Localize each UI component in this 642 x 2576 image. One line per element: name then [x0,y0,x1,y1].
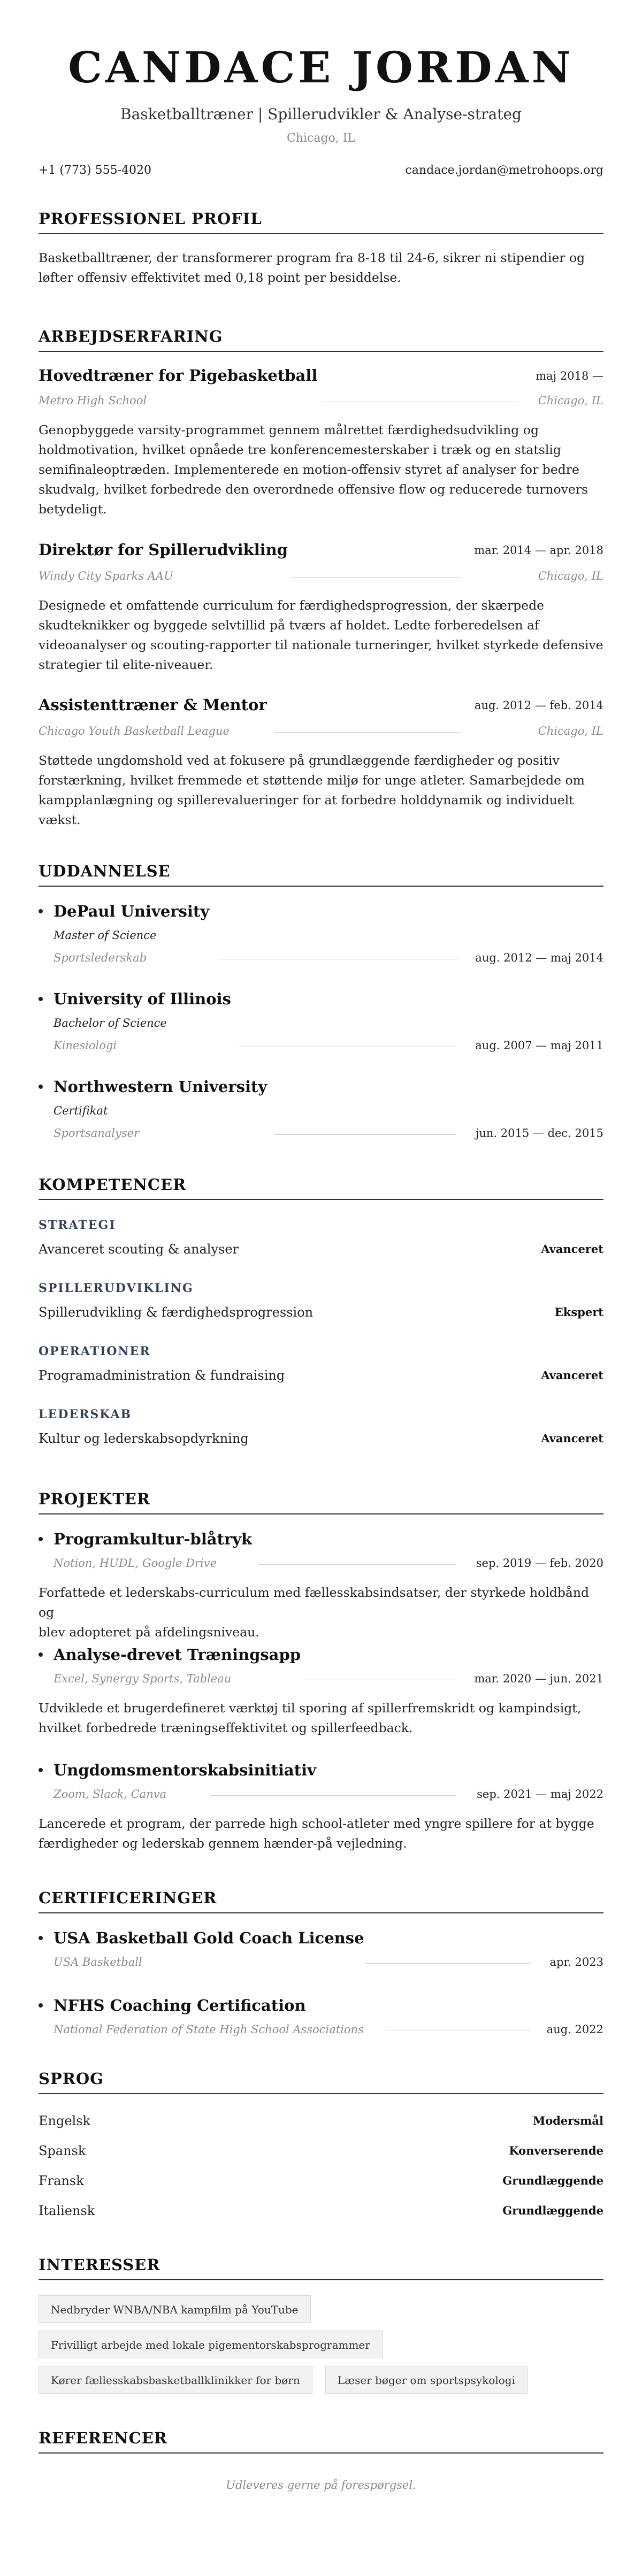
language-name: Spansk [39,2143,86,2158]
education-dates: aug. 2012 — maj 2014 [475,951,603,964]
section-title-education: UDDANNELSE [39,861,603,887]
job-title: Direktør for Spillerudvikling [39,541,288,559]
skill-name: Avanceret scouting & analyser [39,1242,239,1257]
education-dates: jun. 2015 — dec. 2015 [475,1127,603,1140]
job-dates: aug. 2012 — feb. 2014 [474,699,603,712]
education-degree: Master of Science [54,929,157,942]
job-description-line: strategier til elite-niveauer. [39,657,213,672]
project-name: Programkultur-blåtryk [54,1530,253,1548]
job-description-line: skudteknikker og byggede selvtillid på tværs af holdet. Ledte forberedelsen af [39,618,539,633]
language-name: Engelsk [39,2113,91,2128]
section-title-languages: SPROG [39,2069,603,2094]
interest-tag: Nedbryder WNBA/NBA kampfilm på YouTube [39,2295,311,2323]
bullet-icon [39,1085,43,1089]
education-degree: Bachelor of Science [54,1017,167,1029]
education-field: Kinesiologi [54,1039,117,1052]
project-tools: Excel, Synergy Sports, Tableau [54,1672,232,1685]
job-description-line: betydeligt. [39,502,107,517]
job-title: Hovedtræner for Pigebasketball [39,366,318,385]
contact-row [39,164,603,181]
job-organization: Chicago Youth Basketball League [39,725,230,737]
skill-level: Avanceret [541,1242,603,1256]
skill-level: Ekspert [554,1305,603,1319]
project-description-line: Forfattede et lederskabs-curriculum med fællesskabsindsatser, der styrkede holdbånd og [39,1585,590,1620]
job-description-line: Designede et omfattende curriculum for færdighedsprogression, der skærpede [39,598,545,613]
job-dates: maj 2018 — [536,370,603,382]
language-level: Grundlæggende [502,2204,603,2217]
bullet-icon [39,1537,43,1541]
skill-category: SPILLERUDVIKLING [39,1281,194,1295]
leader-line [210,1795,456,1796]
job-description-line: skudvalg, hvilket forbedrede den overordnede offensive flow og reducerede turnovers [39,482,588,497]
language-level: Konverserende [509,2144,603,2157]
skill-name: Spillerudvikling & færdighedsprogression [39,1305,314,1320]
leader-line [365,1963,531,1964]
section-title-references: REFERENCER [39,2428,603,2454]
certification-date: aug. 2022 [546,2023,603,2036]
interest-tag: Frivilligt arbejde med lokale pigementorskabsprogrammer [39,2331,383,2358]
email-address[interactable]: candace.jordan@metrohoops.org [405,164,603,177]
leader-line [258,1564,456,1565]
job-organization: Metro High School [39,394,147,407]
project-description-line: hvilket forbedrede træningseffektivitet og spillerfeedback. [39,1720,413,1735]
job-description-line: vækst. [39,812,81,827]
bullet-icon [39,1652,43,1657]
bullet-icon [39,997,43,1001]
skill-level: Avanceret [541,1368,603,1382]
job-location: Chicago, IL [538,725,603,737]
section-title-projects: PROJEKTER [39,1489,603,1514]
phone-number[interactable]: +1 (773) 555-4020 [39,164,151,177]
project-description [39,1814,603,1854]
job-description-line: forstærkning, hvilket fremmede et støttende miljø for unge atleter. Samarbejdede om [39,773,585,788]
job-description-line: holdmotivation, hvilket opnåede tre konferencemesterskaber i træk og en statslig [39,442,561,457]
education-field: Sportsanalyser [54,1127,140,1140]
skill-name: Kultur og lederskabsopdyrkning [39,1431,249,1446]
profile-line: Basketballtræner, der transformerer program fra 8-18 til 24-6, sikrer ni stipendier og [39,250,585,265]
leader-line [274,1134,456,1135]
section-title-skills: KOMPETENCER [39,1174,603,1200]
job-location: Chicago, IL [538,394,603,407]
project-description-line: Udviklede et brugerdefineret værktøj til sporing af spillerfremskridt og kampindsigt, [39,1701,582,1716]
job-description-line: kampplanlægning og spillerevalueringer for at forbedre holddynamik og individuelt [39,793,574,808]
project-tools: Notion, HUDL, Google Drive [54,1557,217,1570]
skill-category: LEDERSKAB [39,1408,132,1421]
education-field: Sportslederskab [54,951,147,964]
leader-line [290,577,461,578]
job-organization: Windy City Sparks AAU [39,570,173,582]
education-school: University of Illinois [54,990,231,1008]
job-description-line: semifinaleoptræden. Implementerede en motion-offensiv styret af analyser for bedre [39,462,579,477]
language-level: Grundlæggende [502,2174,603,2187]
bullet-icon [39,1768,43,1772]
section-title-experience: ARBEJDSERFARING [39,326,603,352]
job-dates: mar. 2014 — apr. 2018 [474,544,603,557]
skill-level: Avanceret [541,1432,603,1445]
job-title: Assistenttræner & Mentor [39,696,267,714]
section-title-profile: PROFESSIONEL PROFIL [39,209,603,234]
bullet-icon [39,909,43,913]
project-dates: mar. 2020 — jun. 2021 [474,1672,603,1685]
project-tools: Zoom, Slack, Canva [54,1788,167,1801]
project-dates: sep. 2021 — maj 2022 [477,1788,603,1801]
skill-name: Programadministration & fundraising [39,1368,285,1383]
project-description-line: blev adopteret på afdelingsniveau. [39,1625,259,1640]
education-school: Northwestern University [54,1078,268,1096]
education-school: DePaul University [54,902,210,920]
candidate-name: CANDACE JORDAN [68,42,574,93]
project-name: Analyse-drevet Træningsapp [54,1645,301,1664]
bullet-icon [39,1936,43,1940]
candidate-headline: Basketballtræner | Spillerudvikler & Analyse-strateg [120,105,522,123]
job-location: Chicago, IL [538,570,603,582]
project-description [39,1583,603,1642]
bullet-icon [39,2003,43,2008]
certification-issuer: National Federation of State High School Associations [54,2023,364,2036]
job-description [39,596,603,675]
certification-name: USA Basketball Gold Coach License [54,1929,364,1947]
education-degree: Certifikat [54,1104,108,1117]
certification-name: NFHS Coaching Certification [54,1996,306,2014]
language-level: Modersmål [533,2114,603,2127]
job-description [39,751,603,830]
job-description [39,420,603,519]
leader-line [274,732,461,733]
section-title-certifications: CERTIFICERINGER [39,1888,603,1913]
section-title-interests: INTERESSER [39,2255,603,2280]
job-description-line: videoanalyser og scouting-rapporter til nationale turneringer, hvilket styrkede defensive [39,637,603,652]
certification-issuer: USA Basketball [54,1956,142,1968]
interest-tag: Kører fællesskabsbasketballklinikker for børn [39,2366,312,2394]
skill-category: OPERATIONER [39,1344,151,1358]
project-description-line: Lancerede et program, der parrede high school-atleter med yngre spillere for at bygge [39,1816,594,1831]
interest-tag: Læser bøger om sportspsykologi [325,2366,528,2394]
project-name: Ungdomsmentorskabsinitiativ [54,1761,316,1779]
project-dates: sep. 2019 — feb. 2020 [476,1557,603,1570]
language-name: Fransk [39,2173,84,2188]
skill-category: STRATEGI [39,1218,116,1232]
candidate-location: Chicago, IL [286,132,356,145]
language-name: Italiensk [39,2203,95,2218]
references-note: Udleveres gerne på forespørgsel. [226,2479,416,2492]
certification-date: apr. 2023 [549,1956,603,1968]
profile-line: løfter offensiv effektivitet med 0,18 point per besiddelse. [39,270,401,285]
project-description [39,1698,603,1738]
job-description-line: Genopbyggede varsity-programmet gennem målrettet færdighedsudvikling og [39,422,539,437]
profile-summary [39,248,603,288]
job-description-line: Støttede ungdomshold ved at fokusere på grundlæggende færdigheder og positiv [39,753,560,768]
project-description-line: færdigheder og lederskab gennem hænder-på vejledning. [39,1836,407,1851]
education-dates: aug. 2007 — maj 2011 [475,1039,603,1052]
